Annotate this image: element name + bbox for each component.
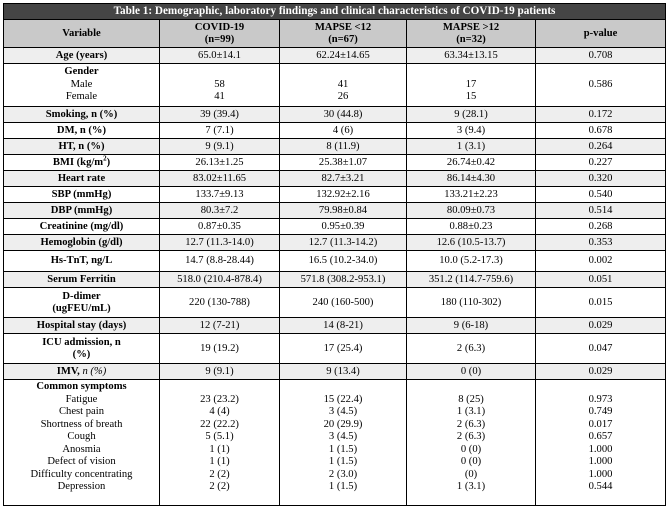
table-row: SBP (mmHg) 133.7±9.13 132.92±2.16 133.21±2.23 0.540	[4, 187, 666, 203]
symptom-label: Fatigue	[65, 393, 98, 405]
symptom-value: 22 (22.2)	[200, 418, 239, 430]
header-variable: Variable	[4, 20, 160, 48]
symptom-value: 2 (2)	[209, 468, 230, 480]
table-row: Hemoglobin (g/dl) 12.7 (11.3-14.0) 12.7 (11.3-14.2) 12.6 (10.5-13.7) 0.353	[4, 235, 666, 251]
header-covid19: COVID-19 (n=99)	[160, 20, 280, 48]
symptom-value: 3 (4.5)	[328, 406, 358, 417]
symptoms-block	[4, 380, 666, 506]
symptom-value: 20 (29.9)	[323, 418, 363, 430]
symptom-value: 3 (4.5)	[328, 431, 358, 442]
symptom-value: 0 (0)	[460, 456, 482, 467]
header-p-value: p-value	[536, 20, 666, 48]
symptom-label: Difficulty concentrating	[30, 468, 133, 480]
symptom-value: 0 (0)	[460, 443, 482, 455]
table-row: DM, n (%) 7 (7.1) 4 (6) 3 (9.4) 0.678	[4, 123, 666, 139]
table-row: Serum Ferritin 518.0 (210.4-878.4) 571.8 (308.2-953.1) 351.2 (114.7-759.6) 0.051	[4, 272, 666, 288]
symptom-label: Shortness of breath	[40, 418, 123, 430]
table-row: Hs-TnT, ng/L 14.7 (8.8-28.44) 16.5 (10.2-34.0) 10.0 (5.2-17.3) 0.002	[4, 251, 666, 272]
symptom-value: 1 (1.5)	[328, 456, 358, 467]
symptom-value: 0.657	[588, 431, 613, 442]
header-mapse-gt12: MAPSE >12 (n=32)	[407, 20, 536, 48]
characteristics-table	[3, 3, 666, 506]
symptoms-heading: Common symptoms	[36, 381, 127, 392]
symptom-value: 15 (22.4)	[323, 393, 363, 405]
symptom-value: 0.749	[588, 406, 613, 417]
table-row: Hospital stay (days) 12 (7-21) 14 (8-21) 9 (6-18) 0.029	[4, 318, 666, 334]
table-container	[3, 3, 665, 506]
symptom-value: 2 (2)	[209, 481, 230, 492]
symptom-label: Depression	[57, 481, 106, 492]
table-row: Age (years) 65.0±14.1 62.24±14.65 63.34±13.15 0.708	[4, 48, 666, 64]
header-mapse-lt12: MAPSE <12 (n=67)	[280, 20, 407, 48]
symptom-label: Cough	[67, 431, 96, 442]
table-row: BMI $(kg/m^2)$ 26.13±1.25 25.38±1.07 26.74±0.42 0.227	[4, 155, 666, 171]
symptom-label: Defect of vision	[47, 456, 116, 467]
symptom-value: 23 (23.2)	[200, 393, 239, 405]
symptom-value: 1.000	[588, 443, 613, 455]
symptom-value: 5 (5.1)	[205, 431, 234, 442]
symptom-value: 1 (1)	[209, 456, 230, 467]
symptom-value: 2 (6.3)	[456, 431, 486, 442]
symptom-value: 0.017	[588, 418, 613, 430]
symptom-value: 0.973	[588, 393, 613, 405]
table-row: Smoking, n (%) 39 (39.4) 30 (44.8) 9 (28.1) 0.172	[4, 107, 666, 123]
table-row: HT, n (%) 9 (9.1) 8 (11.9) 1 (3.1) 0.264	[4, 139, 666, 155]
table-row: Creatinine (mg/dl) 0.87±0.35 0.95±0.39 0.88±0.23 0.268	[4, 219, 666, 235]
table-row: IMV, n (%) 9 (9.1) 9 (13.4) 0 (0) 0.029	[4, 364, 666, 380]
table-row: DBP (mmHg) 80.3±7.2 79.98±0.84 80.09±0.73 0.514	[4, 203, 666, 219]
symptom-value: 1.000	[588, 456, 613, 467]
symptom-label: Chest pain	[58, 406, 105, 417]
symptom-value: 1 (1.5)	[328, 481, 358, 492]
symptom-value: (0)	[464, 468, 478, 480]
symptom-value: 2 (6.3)	[456, 418, 486, 430]
symptom-value: 1 (3.1)	[456, 406, 486, 417]
symptom-value: 0.544	[588, 481, 613, 492]
symptom-value: 4 (4)	[209, 406, 230, 417]
table-row: ICU admission, n (%) 19 (19.2) 17 (25.4) 2 (6.3) 0.047	[4, 334, 666, 364]
table-title: Table 1: Demographic, laboratory findings and clinical characteristics of COVID-19 patients	[4, 4, 666, 20]
table-row: Heart rate 83.02±11.65 82.7±3.21 86.14±4.30 0.320	[4, 171, 666, 187]
table-row: D-dimer (ugFEU/mL) 220 (130-788) 240 (160-500) 180 (110-302) 0.015	[4, 288, 666, 318]
table-row: Gender Male Female 58 41 41 26 17 15 0.586	[4, 64, 666, 107]
symptom-value: 1.000	[588, 468, 613, 480]
symptom-value: 2 (3.0)	[328, 468, 358, 480]
symptom-value: 8 (25)	[458, 393, 484, 405]
symptom-value: 1 (1.5)	[328, 443, 358, 455]
symptom-value: 1 (1)	[209, 443, 230, 455]
symptom-value: 1 (3.1)	[456, 481, 486, 492]
symptom-label: Anosmia	[62, 443, 101, 455]
